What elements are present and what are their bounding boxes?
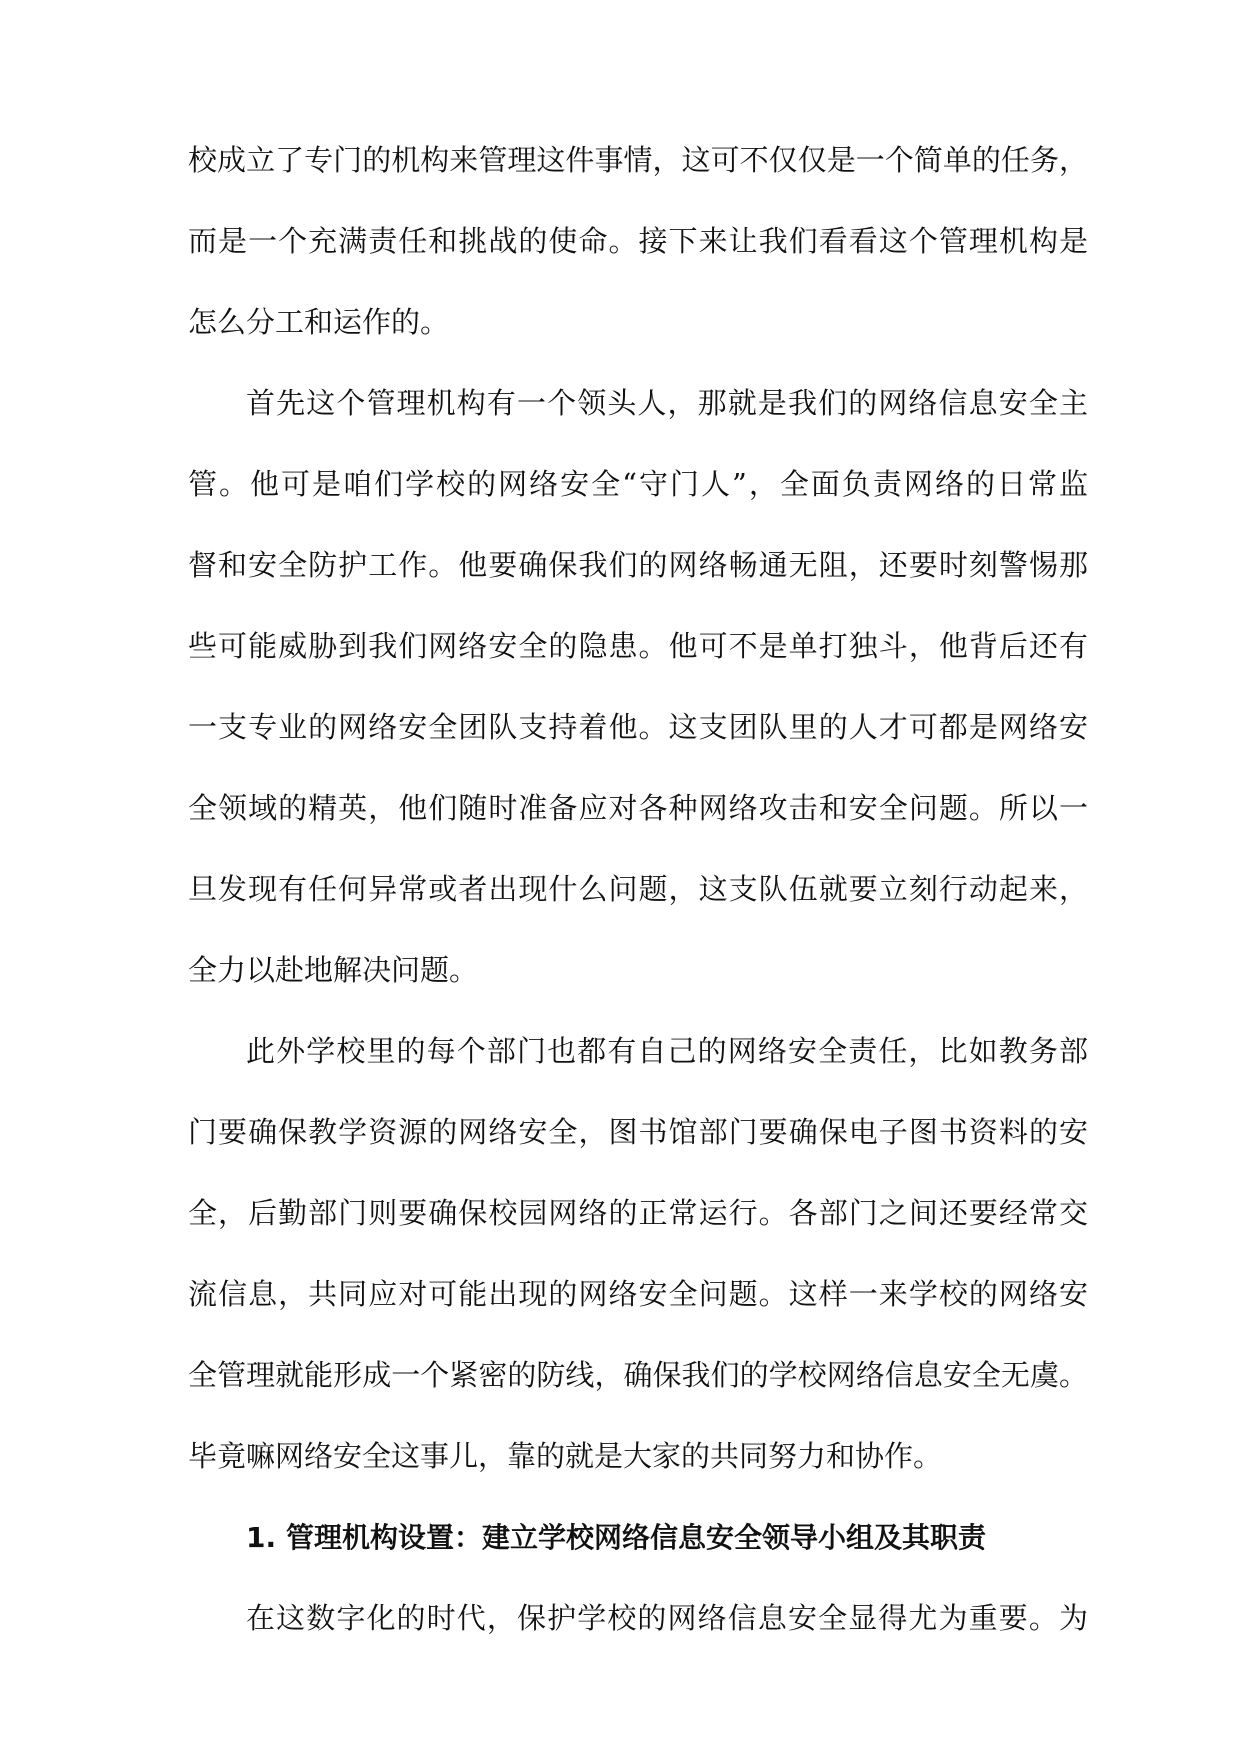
text-line: 全力以赴地解决问题。 [188,953,479,987]
text-line: 督和安全防护工作。他要确保我们的网络畅通无阻，还要时刻警惕那 [188,548,1088,582]
text-line: 旦发现有任何异常或者出现什么问题，这支队伍就要立刻行动起来， [188,872,1088,906]
text-line: 流信息，共同应对可能出现的网络安全问题。这样一来学校的网络安 [188,1277,1088,1311]
text-line: 首先这个管理机构有一个领头人，那就是我们的网络信息安全主 [246,386,1088,420]
text-line: 怎么分工和运作的。 [188,305,450,339]
text-line: 校成立了专门的机构来管理这件事情，这可不仅仅是一个简单的任务， [188,143,1088,177]
paragraph-4 [188,1603,1088,1634]
section-number: 1. [246,1521,277,1554]
text-line: 全管理就能形成一个紧密的防线，确保我们的学校网络信息安全无虞。 [188,1358,1088,1392]
text-line: 此外学校里的每个部门也都有自己的网络安全责任，比如教务部 [246,1034,1088,1068]
text-line: 些可能威胁到我们网络安全的隐患。他可不是单打独斗，他背后还有 [188,629,1088,663]
text-line: 毕竟嘛网络安全这事儿，靠的就是大家的共同努力和协作。 [188,1439,943,1473]
document-page [188,145,1088,1684]
paragraph-1 [188,145,1088,338]
text-line: 而是一个充满责任和挑战的使命。接下来让我们看看这个管理机构是 [188,224,1088,258]
text-line: 在这数字化的时代，保护学校的网络信息安全显得尤为重要。为 [246,1601,1088,1635]
section-heading [188,1522,1088,1553]
text-line: 管。他可是咱们学校的网络安全“守门人”，全面负责网络的日常监 [188,467,1088,501]
text-line: 全领域的精英，他们随时准备应对各种网络攻击和安全问题。所以一 [188,791,1088,825]
paragraph-3 [188,1036,1088,1472]
text-line: 全，后勤部门则要确保校园网络的正常运行。各部门之间还要经常交 [188,1196,1088,1230]
paragraph-2 [188,388,1088,986]
section-title: 管理机构设置：建立学校网络信息安全领导小组及其职责 [286,1521,987,1554]
text-line: 门要确保教学资源的网络安全，图书馆部门要确保电子图书资料的安 [188,1115,1088,1149]
text-line: 一支专业的网络安全团队支持着他。这支团队里的人才可都是网络安 [188,710,1088,744]
